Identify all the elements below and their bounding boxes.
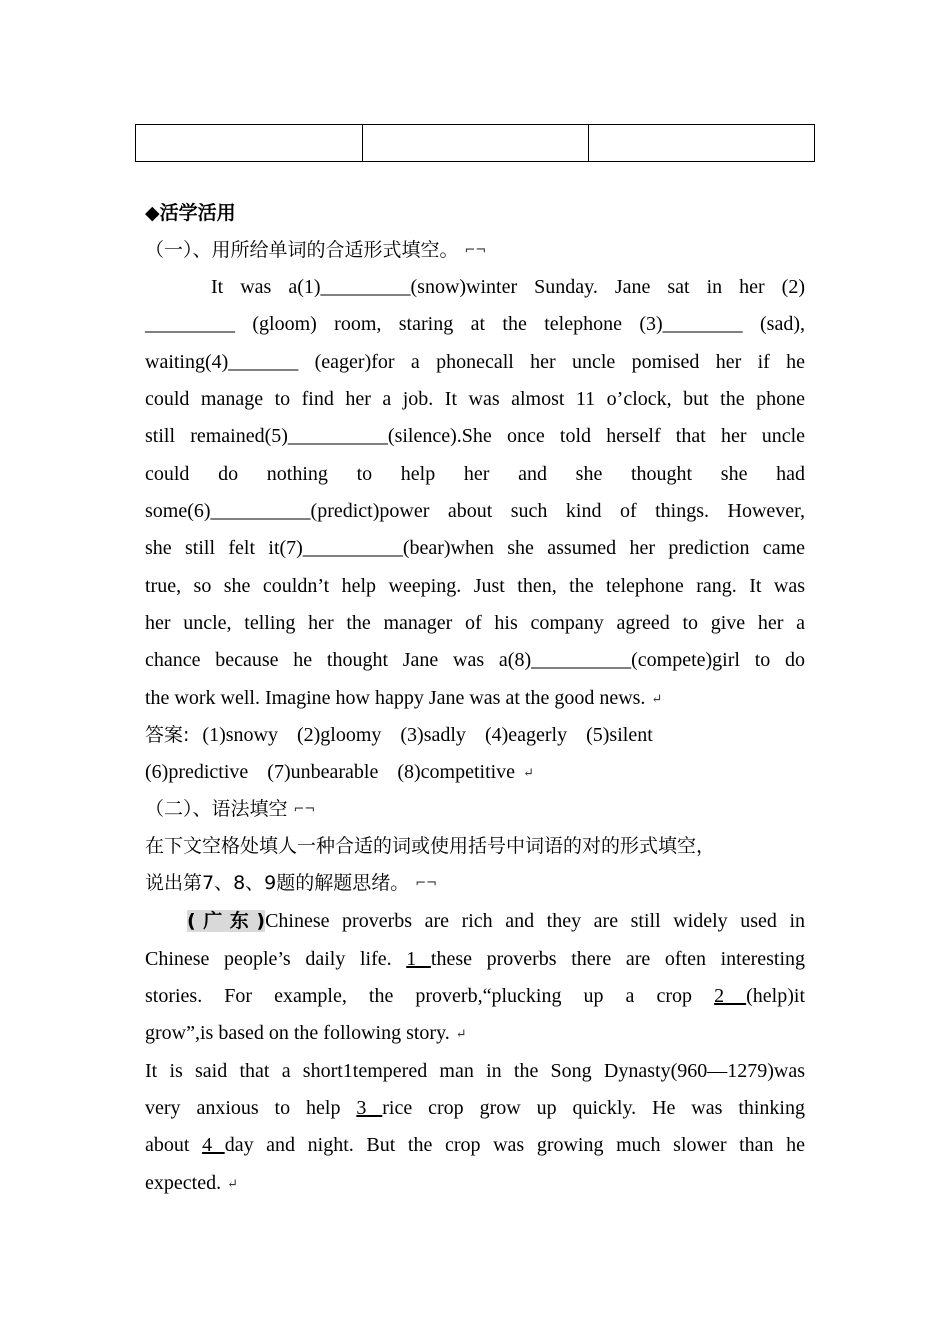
passage-line xyxy=(145,1131,805,1159)
paragraph-mark-icon: ↵ xyxy=(523,765,534,781)
part1-line: _________ (gloom) room, staring at the telephone (3)________ (sad), xyxy=(145,313,805,335)
passage-text: stories. For example, the proverb,“plucking up a crop xyxy=(145,985,715,1007)
part1-line: still remained(5)__________(silence).She once told herself that her uncle xyxy=(145,425,805,447)
passage-text: about xyxy=(145,1134,203,1156)
passage-text: expected. xyxy=(145,1172,222,1194)
passage-text: these proverbs there are often interesting xyxy=(430,948,806,970)
paragraph-mark-icon: ⌐¬ xyxy=(415,875,438,891)
answer-item: (5)silent xyxy=(586,724,653,746)
part1-line: true, so she couldn’t help weeping. Just then, the telephone rang. It was xyxy=(145,575,805,597)
answer-item: (7)unbearable xyxy=(267,761,379,783)
paragraph-mark-icon: ⌐¬ xyxy=(464,242,487,258)
part1-line: could manage to find her a job. It was almost 11 o’clock, but the phone xyxy=(145,388,805,410)
part2-instruction: 在下文空格处填人一种合适的词或使用括号中词语的对的形式填空， xyxy=(145,835,716,857)
passage-line xyxy=(145,982,805,1010)
blank-1: 1 xyxy=(406,948,431,970)
table-cell xyxy=(362,125,588,161)
passage-line xyxy=(145,1019,805,1048)
part1-line: could do nothing to help her and she thought she had xyxy=(145,463,805,485)
part1-line: some(6)__________(predict)power about such kind of things. However, xyxy=(145,500,805,522)
passage-line xyxy=(145,1169,805,1198)
passage-text: day and night. But the crop was growing much slower than he xyxy=(224,1134,806,1156)
passage-text: very anxious to help xyxy=(145,1097,357,1119)
part1-last-line-text: the work well. Imagine how happy Jane was at the good news. xyxy=(145,687,646,709)
table-cell xyxy=(588,125,814,161)
passage-line xyxy=(145,1094,805,1122)
part1-heading-text: （一）、用所给单词的合适形式填空。 xyxy=(145,239,459,261)
passage-line xyxy=(145,945,805,973)
passage-line xyxy=(145,907,805,935)
part1-line: It was a(1)_________(snow)winter Sunday. Jane sat in her (2) xyxy=(211,276,805,298)
paragraph-mark-icon: ↵ xyxy=(455,1026,467,1042)
part2-instruction xyxy=(145,869,805,898)
passage-line: It is said that a short1tempered man in the Song Dynasty(960—1279)was xyxy=(145,1060,805,1082)
answer-item: (8)competitive xyxy=(397,761,516,783)
passage-text: (help)it xyxy=(746,985,806,1007)
part1-heading xyxy=(145,236,805,265)
blank-3: 3 xyxy=(356,1097,383,1119)
part1-line: waiting(4)_______ (eager)for a phonecall her uncle pomised her if he xyxy=(145,351,805,373)
answer-label: 答案: xyxy=(145,724,190,746)
section-title: ◆活学活用 xyxy=(145,202,236,224)
part1-line: chance because he thought Jane was a(8)__________(compete)girl to do xyxy=(145,649,805,671)
empty-table xyxy=(135,124,815,162)
part1-line: her uncle, telling her the manager of his company agreed to give her a xyxy=(145,612,805,634)
answer-item: (4)eagerly xyxy=(484,724,568,746)
paragraph-mark-icon: ↵ xyxy=(651,691,663,707)
answer-item: (6)predictive xyxy=(145,761,249,783)
passage-text: rice crop grow up quickly. He was thinking xyxy=(382,1097,805,1119)
passage-text: grow”,is based on the following story. xyxy=(145,1022,450,1044)
part2-heading-text: （二）、语法填空 xyxy=(145,798,288,820)
paragraph-mark-icon: ↵ xyxy=(227,1176,238,1192)
answer-item: (1)snowy xyxy=(202,724,278,746)
source-tag: (广东) xyxy=(187,910,266,932)
part2-instruction-text: 说出第7、8、9题的解题思绪。 xyxy=(145,872,410,894)
answers-row-1 xyxy=(145,721,805,749)
part1-last-line xyxy=(145,684,805,713)
blank-4: 4 xyxy=(202,1134,225,1156)
blank-2: 2 xyxy=(714,985,747,1007)
passage-text: Chinese proverbs are rich and they are still widely used in xyxy=(265,910,805,932)
passage-text: Chinese people’s daily life. xyxy=(145,948,407,970)
table-cell xyxy=(136,125,362,161)
answer-item: (3)sadly xyxy=(400,724,466,746)
paragraph-mark-icon: ⌐¬ xyxy=(293,801,316,817)
part1-line: she still felt it(7)__________(bear)when she assumed her prediction came xyxy=(145,537,805,559)
answers-row-2 xyxy=(145,758,805,787)
part2-heading xyxy=(145,795,805,824)
answer-item: (2)gloomy xyxy=(296,724,382,746)
